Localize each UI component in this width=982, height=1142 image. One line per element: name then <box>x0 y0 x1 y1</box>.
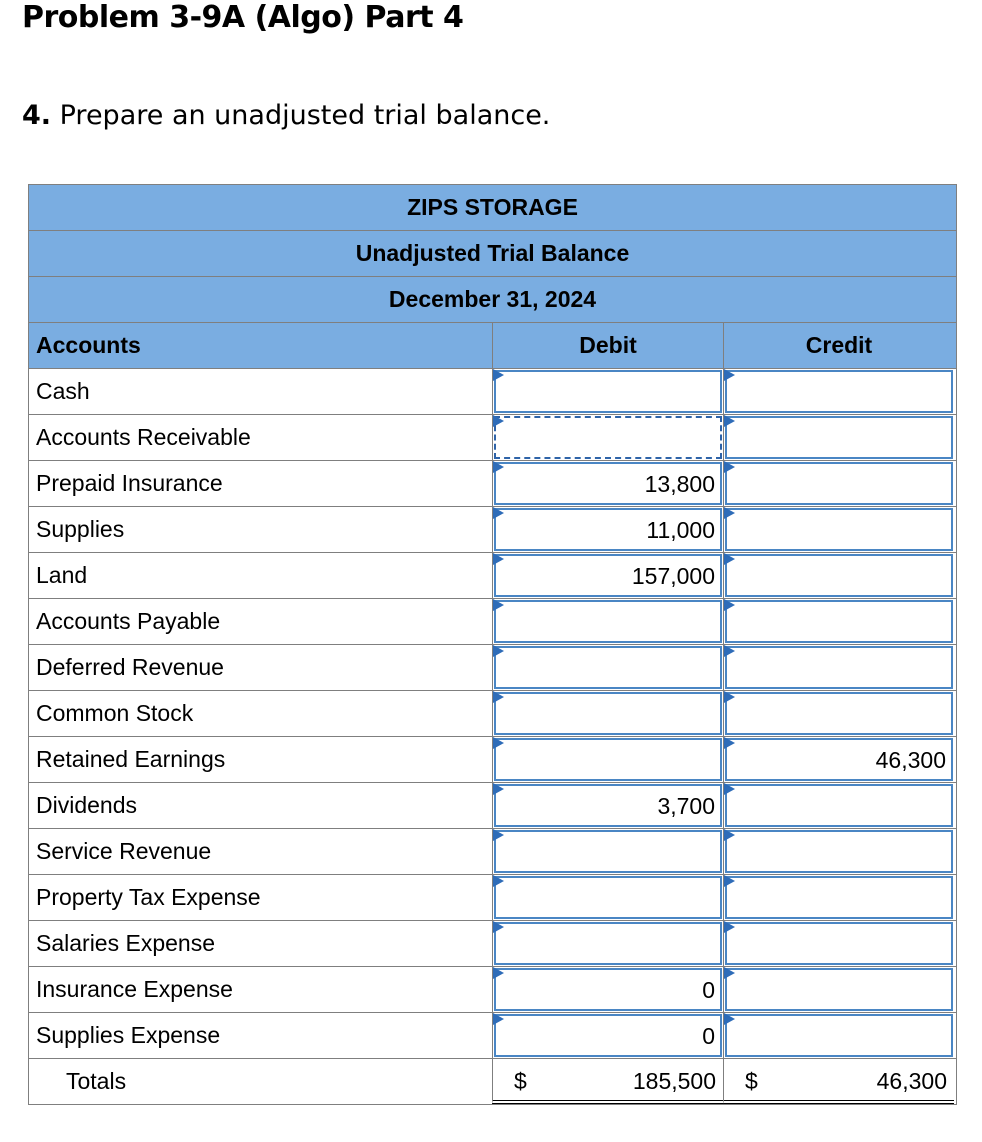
credit-cell <box>723 461 954 506</box>
debit-cell <box>492 921 723 966</box>
dropdown-marker-icon[interactable] <box>724 553 735 565</box>
debit-input[interactable] <box>494 600 722 643</box>
dropdown-marker-icon[interactable] <box>724 369 735 381</box>
account-name: Land <box>36 562 88 588</box>
totals-label: Totals <box>66 1068 127 1094</box>
credit-cell <box>723 921 954 966</box>
credit-input[interactable] <box>725 738 953 781</box>
dropdown-marker-icon[interactable] <box>724 461 735 473</box>
credit-cell <box>723 783 954 828</box>
table-row <box>29 598 956 644</box>
dropdown-marker-icon[interactable] <box>724 1013 735 1025</box>
debit-cell <box>492 737 723 782</box>
dropdown-marker-icon[interactable] <box>493 415 504 427</box>
table-row <box>29 552 956 598</box>
dropdown-marker-icon[interactable] <box>493 737 504 749</box>
debit-input[interactable] <box>494 784 722 827</box>
debit-value: 0 <box>702 977 715 1003</box>
debit-cell <box>492 461 723 506</box>
credit-cell <box>723 553 954 598</box>
account-name: Accounts Receivable <box>36 424 251 450</box>
table-row <box>29 414 956 460</box>
credit-dollar-sign: $ <box>745 1068 758 1094</box>
page-title: Problem 3-9A (Algo) Part 4 <box>22 0 464 35</box>
account-name: Supplies <box>36 516 125 542</box>
table-row <box>29 460 956 506</box>
dropdown-marker-icon[interactable] <box>493 829 504 841</box>
credit-total-value: 46,300 <box>876 1068 947 1094</box>
dropdown-marker-icon[interactable] <box>724 829 735 841</box>
table-row <box>29 966 956 1012</box>
dropdown-marker-icon[interactable] <box>724 967 735 979</box>
dropdown-marker-icon[interactable] <box>493 507 504 519</box>
dropdown-marker-icon[interactable] <box>724 783 735 795</box>
debit-cell <box>492 599 723 644</box>
debit-cell <box>492 691 723 736</box>
dropdown-marker-icon[interactable] <box>493 553 504 565</box>
table-row <box>29 644 956 690</box>
table-row <box>29 874 956 920</box>
credit-input[interactable] <box>725 508 953 551</box>
debit-input[interactable] <box>494 370 722 413</box>
dropdown-marker-icon[interactable] <box>493 1013 504 1025</box>
debit-cell <box>492 415 723 460</box>
dropdown-marker-icon[interactable] <box>724 645 735 657</box>
dropdown-marker-icon[interactable] <box>724 599 735 611</box>
dropdown-marker-icon[interactable] <box>724 737 735 749</box>
credit-cell <box>723 369 954 414</box>
credit-input[interactable] <box>725 692 953 735</box>
column-header-row <box>29 322 956 368</box>
credit-input[interactable] <box>725 370 953 413</box>
debit-input[interactable] <box>494 462 722 505</box>
debit-input[interactable] <box>494 876 722 919</box>
debit-input[interactable] <box>494 416 722 459</box>
debit-value: 3,700 <box>657 793 715 819</box>
dropdown-marker-icon[interactable] <box>724 415 735 427</box>
account-name: Property Tax Expense <box>36 884 261 910</box>
dropdown-marker-icon[interactable] <box>724 691 735 703</box>
account-name: Salaries Expense <box>36 930 215 956</box>
table-row <box>29 920 956 966</box>
debit-input[interactable] <box>494 1014 722 1057</box>
table-row <box>29 828 956 874</box>
account-name: Supplies Expense <box>36 1022 221 1048</box>
dropdown-marker-icon[interactable] <box>493 691 504 703</box>
dropdown-marker-icon[interactable] <box>493 875 504 887</box>
table-row <box>29 368 956 414</box>
credit-cell <box>723 967 954 1012</box>
report-name: Unadjusted Trial Balance <box>29 230 956 276</box>
credit-input[interactable] <box>725 968 953 1011</box>
credit-input[interactable] <box>725 646 953 689</box>
account-name: Common Stock <box>36 700 194 726</box>
debit-input[interactable] <box>494 646 722 689</box>
credit-input[interactable] <box>725 922 953 965</box>
table-row <box>29 690 956 736</box>
credit-input[interactable] <box>725 830 953 873</box>
credit-total <box>723 1059 954 1104</box>
debit-cell <box>492 369 723 414</box>
debit-value: 0 <box>702 1023 715 1049</box>
account-name: Deferred Revenue <box>36 654 224 680</box>
credit-cell <box>723 691 954 736</box>
debit-input[interactable] <box>494 738 722 781</box>
credit-cell <box>723 875 954 920</box>
debit-total-value: 185,500 <box>632 1068 716 1094</box>
credit-cell <box>723 1013 954 1058</box>
company-name: ZIPS STORAGE <box>29 184 956 230</box>
account-name: Dividends <box>36 792 137 818</box>
debit-dollar-sign: $ <box>514 1068 527 1094</box>
debit-cell <box>492 829 723 874</box>
credit-input[interactable] <box>725 554 953 597</box>
account-name: Prepaid Insurance <box>36 470 223 496</box>
debit-input[interactable] <box>494 554 722 597</box>
dropdown-marker-icon[interactable] <box>493 461 504 473</box>
account-name: Service Revenue <box>36 838 212 864</box>
account-name: Cash <box>36 378 90 404</box>
debit-input[interactable] <box>494 508 722 551</box>
debit-cell <box>492 645 723 690</box>
totals-row <box>29 1058 956 1105</box>
credit-cell <box>723 829 954 874</box>
credit-cell <box>723 737 954 782</box>
debit-input[interactable] <box>494 922 722 965</box>
accounts-column-header: Accounts <box>36 332 141 358</box>
debit-cell <box>492 553 723 598</box>
account-name: Insurance Expense <box>36 976 233 1002</box>
credit-input[interactable] <box>725 1014 953 1057</box>
debit-value: 157,000 <box>631 563 715 589</box>
dropdown-marker-icon[interactable] <box>724 921 735 933</box>
dropdown-marker-icon[interactable] <box>493 599 504 611</box>
account-name: Retained Earnings <box>36 746 226 772</box>
debit-input[interactable] <box>494 968 722 1011</box>
instruction <box>22 99 550 133</box>
credit-value: 46,300 <box>875 747 946 773</box>
debit-input[interactable] <box>494 830 722 873</box>
credit-cell <box>723 599 954 644</box>
debit-cell <box>492 1013 723 1058</box>
debit-cell <box>492 875 723 920</box>
debit-input[interactable] <box>494 692 722 735</box>
credit-cell <box>723 507 954 552</box>
table-row <box>29 782 956 828</box>
dropdown-marker-icon[interactable] <box>493 921 504 933</box>
dropdown-marker-icon[interactable] <box>724 875 735 887</box>
credit-cell <box>723 415 954 460</box>
debit-total <box>492 1059 723 1104</box>
credit-input[interactable] <box>725 462 953 505</box>
dropdown-marker-icon[interactable] <box>493 783 504 795</box>
dropdown-marker-icon[interactable] <box>724 507 735 519</box>
table-row <box>29 506 956 552</box>
instruction-text: Prepare an unadjusted trial balance. <box>51 100 551 131</box>
dropdown-marker-icon[interactable] <box>493 645 504 657</box>
debit-cell <box>492 967 723 1012</box>
debit-value: 11,000 <box>646 517 715 543</box>
trial-balance-table <box>28 184 957 1105</box>
dropdown-marker-icon[interactable] <box>493 369 504 381</box>
table-row <box>29 1012 956 1058</box>
credit-input[interactable] <box>725 416 953 459</box>
instruction-number: 4. <box>22 100 52 131</box>
debit-value: 13,800 <box>644 471 715 497</box>
debit-column-header: Debit <box>492 323 723 368</box>
credit-input[interactable] <box>725 600 953 643</box>
account-name: Accounts Payable <box>36 608 221 634</box>
debit-cell <box>492 783 723 828</box>
credit-input[interactable] <box>725 784 953 827</box>
dropdown-marker-icon[interactable] <box>493 967 504 979</box>
table-row <box>29 736 956 782</box>
credit-input[interactable] <box>725 876 953 919</box>
debit-cell <box>492 507 723 552</box>
credit-cell <box>723 645 954 690</box>
credit-column-header: Credit <box>723 323 954 368</box>
report-date: December 31, 2024 <box>29 276 956 322</box>
